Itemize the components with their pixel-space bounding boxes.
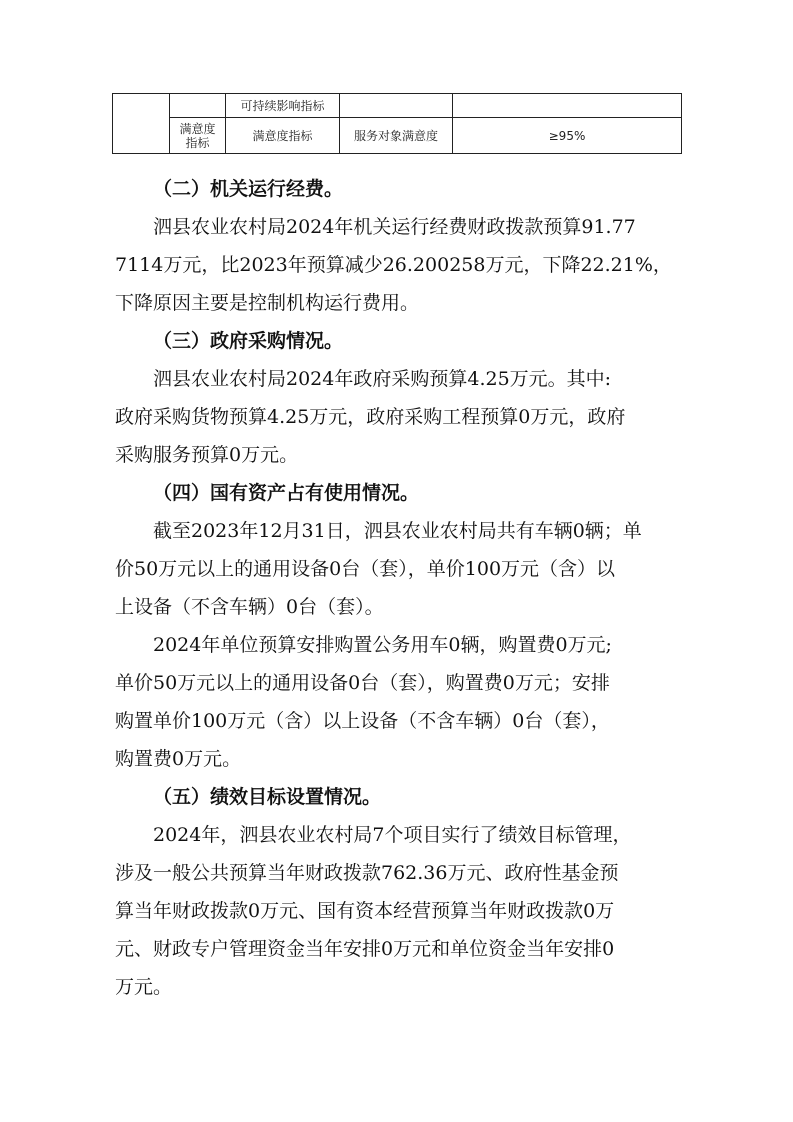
table-cell-level2: [170, 94, 226, 118]
table-cell-value: [453, 94, 682, 118]
text-line: 上设备（不含车辆）0台（套）。: [115, 596, 384, 618]
table-cell-level1: [113, 94, 170, 154]
text-line: 元、财政专户管理资金当年安排0万元和单位资金当年安排0: [115, 938, 615, 960]
paragraph-state-assets-budget: [115, 626, 675, 778]
text-line: 价50万元以上的通用设备0台（套），单价100万元（含）以: [115, 558, 616, 580]
paragraph-performance-targets: [115, 816, 675, 1006]
table-row: [113, 118, 682, 154]
text-line: 单价50万元以上的通用设备0台（套），购置费0万元；安排: [115, 672, 610, 694]
performance-indicator-table: [112, 93, 682, 154]
section-heading-performance-targets: （五）绩效目标设置情况。: [153, 786, 382, 808]
paragraph-state-assets-status: [115, 512, 675, 626]
section-heading-procurement: （三）政府采购情况。: [153, 330, 344, 352]
table-row: [113, 94, 682, 118]
document-body: [115, 170, 675, 1006]
section-heading-state-assets: （四）国有资产占有使用情况。: [153, 482, 420, 504]
table-cell-value: ≥95%: [453, 118, 682, 154]
text-line: 泗县农业农村局2024年政府采购预算4.25万元。其中:: [153, 368, 612, 390]
text-line: 2024年，泗县农业农村局7个项目实行了绩效目标管理，: [153, 824, 632, 846]
text-line: 采购服务预算0万元。: [115, 444, 299, 466]
table-cell-level3: 满意度指标: [226, 118, 340, 154]
text-line: 截至2023年12月31日，泗县农业农村局共有车辆0辆；单: [153, 520, 642, 542]
paragraph-operating-expenses: [115, 208, 675, 322]
text-line: 购置费0万元。: [115, 748, 242, 770]
text-line: 购置单价100万元（含）以上设备（不含车辆）0台（套），: [115, 710, 610, 732]
text-line: 政府采购货物预算4.25万元，政府采购工程预算0万元，政府: [115, 406, 626, 428]
table-cell-indicator: 服务对象满意度: [340, 118, 453, 154]
paragraph-procurement: [115, 360, 675, 474]
text-line: 2024年单位预算安排购置公务用车0辆，购置费0万元;: [153, 634, 612, 656]
table-cell-level2: 满意度 指标: [170, 118, 226, 154]
text-line: 万元。: [115, 976, 173, 998]
table-cell-indicator: [340, 94, 453, 118]
text-line: 算当年财政拨款0万元、国有资本经营预算当年财政拨款0万: [115, 900, 615, 922]
table-cell-level3: 可持续影响指标: [226, 94, 340, 118]
text-line: 下降原因主要是控制机构运行费用。: [115, 292, 420, 314]
text-line: 涉及一般公共预算当年财政拨款762.36万元、政府性基金预: [115, 862, 619, 884]
text-line: 7114万元，比2023年预算减少26.200258万元，下降22.21%，: [115, 254, 672, 276]
section-heading-operating-expenses: （二）机关运行经费。: [153, 178, 344, 200]
text-line: 泗县农业农村局2024年机关运行经费财政拨款预算91.77: [153, 216, 636, 238]
